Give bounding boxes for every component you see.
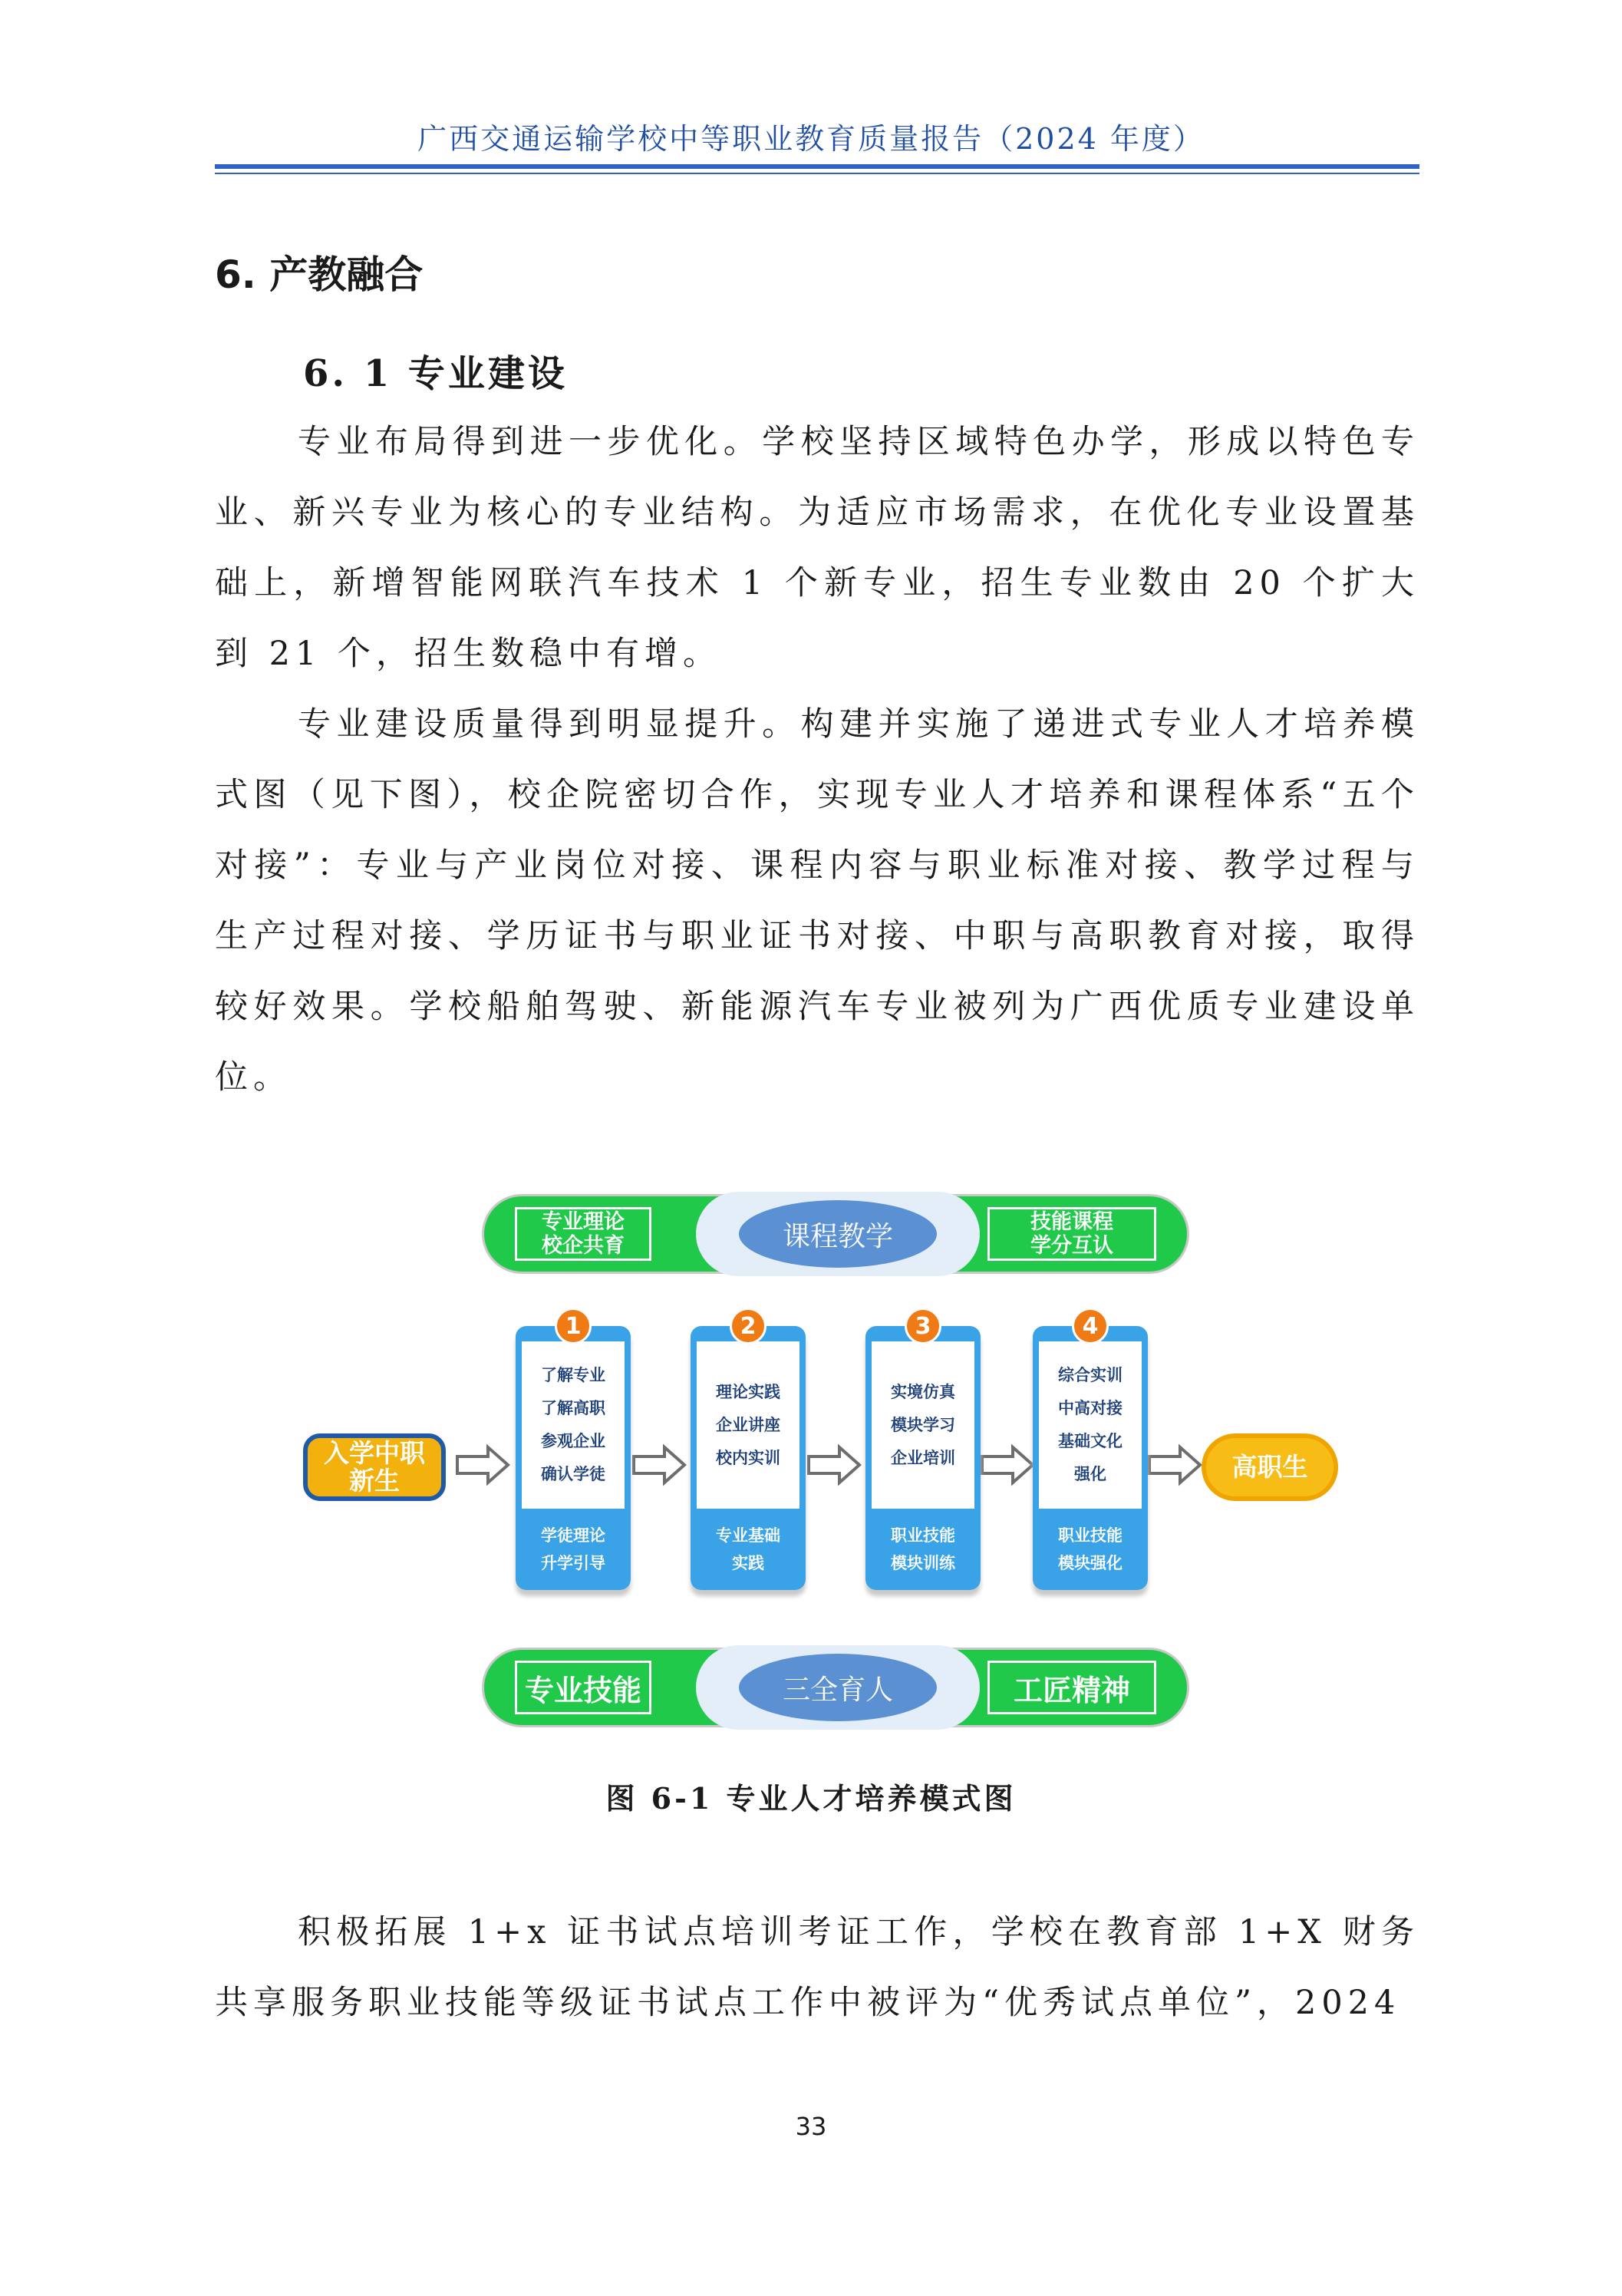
subsection-heading: 6. 1 专业建设 [303, 352, 568, 395]
stage-line: 综合实训 [1058, 1366, 1123, 1384]
stage-line: 理论实践 [716, 1382, 780, 1401]
flow-arrow-icon [631, 1443, 687, 1487]
stage-card-footer [516, 1515, 631, 1584]
body-paragraph: 积极拓展 1+x 证书试点培训考证工作，学校在教育部 1+X 财务共享服务职业技能等级证书试点工作中被评为“优秀试点单位”，2024 [215, 1913, 1419, 2022]
stage-number-badge: 1 [555, 1308, 592, 1344]
stage-card-lines [697, 1341, 799, 1509]
stage-line: 参观企业 [541, 1432, 605, 1450]
top-bar-left-line: 校企共育 [542, 1234, 625, 1258]
stage-footer-line: 升学引导 [541, 1554, 605, 1572]
section-heading: 6. 产教融合 [215, 252, 424, 297]
stage-card-3 [865, 1312, 981, 1596]
stage-footer-line: 专业基础 [716, 1526, 780, 1545]
top-bar-left-line: 专业理论 [542, 1210, 625, 1234]
stage-line: 中高对接 [1058, 1399, 1123, 1417]
flow-arrow-icon [1146, 1443, 1203, 1487]
top-bar-left-box [515, 1207, 651, 1261]
flow-arrow-icon [454, 1443, 511, 1487]
stage-card-1 [516, 1312, 631, 1596]
stage-number-badge: 3 [905, 1308, 941, 1344]
stage-card-body [872, 1341, 974, 1509]
top-bar-right-line: 学分互认 [1030, 1234, 1113, 1258]
stage-number-badge: 4 [1072, 1308, 1109, 1344]
bottom-bar-center-halo [696, 1645, 980, 1730]
page-number: 33 [795, 2112, 827, 2141]
stage-footer-line: 实践 [732, 1554, 764, 1572]
stage-footer-line: 职业技能 [1058, 1526, 1123, 1545]
start-pill-line: 新生 [349, 1466, 400, 1496]
top-bar-center-halo [696, 1192, 980, 1276]
stage-card-lines [522, 1341, 625, 1509]
bottom-bar-center-ellipse: 三全育人 [739, 1654, 937, 1721]
start-pill [303, 1433, 446, 1501]
stage-line: 了解专业 [541, 1366, 605, 1384]
top-bar-center-ellipse: 课程教学 [739, 1200, 937, 1268]
header-rule-thin [215, 173, 1419, 174]
top-bar [482, 1194, 1189, 1274]
stage-line: 确认学徒 [541, 1465, 605, 1483]
stage-card-footer [1033, 1515, 1148, 1584]
stage-footer-line: 学徒理论 [541, 1526, 605, 1545]
stage-line: 企业培训 [891, 1448, 955, 1467]
stage-card-footer [691, 1515, 806, 1584]
stage-card-body [697, 1341, 799, 1509]
header-rule [215, 164, 1419, 169]
stage-number-badge: 2 [730, 1308, 766, 1344]
top-bar-right-box [987, 1207, 1156, 1261]
stage-line: 强化 [1074, 1465, 1106, 1483]
running-header: 广西交通运输学校中等职业教育质量报告（2024 年度） [417, 122, 1205, 156]
body-paragraph: 专业布局得到进一步优化。学校坚持区域特色办学，形成以特色专业、新兴专业为核心的专业结构。为适应市场需求，在优化专业设置基础上，新增智能网联汽车技术 1 个新专业，招生专业数由 20 个扩大到 21 个，招生数稳中有增。 [215, 423, 1419, 673]
stage-card-footer [865, 1515, 981, 1584]
stage-card-body [522, 1341, 625, 1509]
stage-footer-line: 模块强化 [1058, 1554, 1123, 1572]
bottom-bar [482, 1648, 1189, 1727]
start-pill-line: 入学中职 [324, 1438, 425, 1468]
stage-footer-line: 模块训练 [891, 1554, 955, 1572]
stage-footer-line: 职业技能 [891, 1526, 955, 1545]
stage-card-body [1039, 1341, 1142, 1509]
figure-caption: 图 6-1 专业人才培养模式图 [605, 1781, 1017, 1816]
stage-card-4 [1033, 1312, 1148, 1596]
stage-line: 企业讲座 [716, 1415, 780, 1434]
flow-arrow-icon [806, 1443, 862, 1487]
stage-card-lines [872, 1341, 974, 1509]
top-bar-right-line: 技能课程 [1030, 1210, 1113, 1234]
bottom-bar-right-box: 工匠精神 [987, 1661, 1156, 1714]
end-pill: 高职生 [1202, 1433, 1338, 1501]
stage-line: 实境仿真 [891, 1382, 955, 1401]
stage-line: 校内实训 [716, 1448, 780, 1467]
stage-line: 了解高职 [541, 1399, 605, 1417]
stage-line: 模块学习 [891, 1415, 955, 1434]
stage-card-lines [1039, 1341, 1142, 1509]
flow-arrow-icon [979, 1443, 1036, 1487]
stage-line: 基础文化 [1058, 1432, 1123, 1450]
bottom-bar-left-box: 专业技能 [515, 1661, 651, 1714]
body-paragraph: 专业建设质量得到明显提升。构建并实施了递进式专业人才培养模式图（见下图），校企院密切合作，实现专业人才培养和课程体系“五个对接”：专业与产业岗位对接、课程内容与职业标准对接、教学过程与生产过程对接、学历证书与职业证书对接、中职与高职教育对接，取得较好效果。学校船舶驾驶、新能源汽车专业被列为广西优质专业建设单位。 [215, 705, 1419, 1097]
stage-card-2 [691, 1312, 806, 1596]
